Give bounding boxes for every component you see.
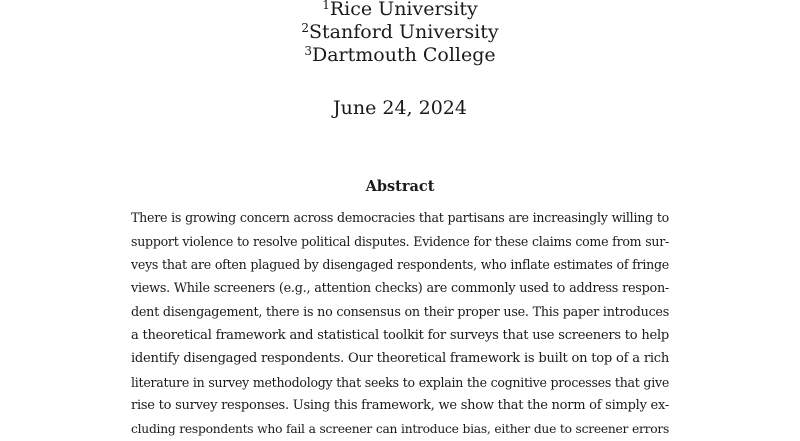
abstract-line: a theoretical framework and statistical toolkit for surveys that use screeners to help	[131, 324, 669, 348]
abstract-line: support violence to resolve political disputes. Evidence for these claims come from sur-	[131, 230, 669, 254]
abstract-line: views. While screeners (e.g., attention checks) are commonly used to address respon-	[131, 277, 669, 301]
affiliation-3	[0, 44, 800, 66]
affiliation-1	[0, 0, 800, 20]
paper-date: June 24, 2024	[0, 96, 800, 120]
affiliation-2	[0, 21, 800, 43]
affiliation-marker: 1	[322, 0, 330, 12]
abstract-line: identify disengaged respondents. Our theoretical framework is built on top of a rich	[131, 347, 669, 371]
affiliation-marker: 2	[301, 21, 309, 35]
abstract-line: rise to survey responses. Using this framework, we show that the norm of simply ex-	[131, 394, 669, 418]
affiliation-name: Dartmouth College	[312, 44, 496, 66]
affiliation-name: Stanford University	[309, 21, 499, 43]
abstract-line: There is growing concern across democracies that partisans are increasingly willing to	[131, 206, 669, 230]
abstract-body	[131, 206, 669, 441]
abstract-line: literature in survey methodology that seeks to explain the cognitive processes that give	[131, 371, 669, 395]
abstract-line: dent disengagement, there is no consensus on their proper use. This paper introduces	[131, 300, 669, 324]
abstract-line: veys that are often plagued by disengaged respondents, who inflate estimates of fringe	[131, 253, 669, 277]
abstract-line: cluding respondents who fail a screener can introduce bias, either due to screener errors	[131, 418, 669, 441]
abstract-heading: Abstract	[0, 178, 800, 196]
affiliation-name: Rice University	[330, 0, 478, 20]
affiliation-marker: 3	[304, 44, 312, 58]
